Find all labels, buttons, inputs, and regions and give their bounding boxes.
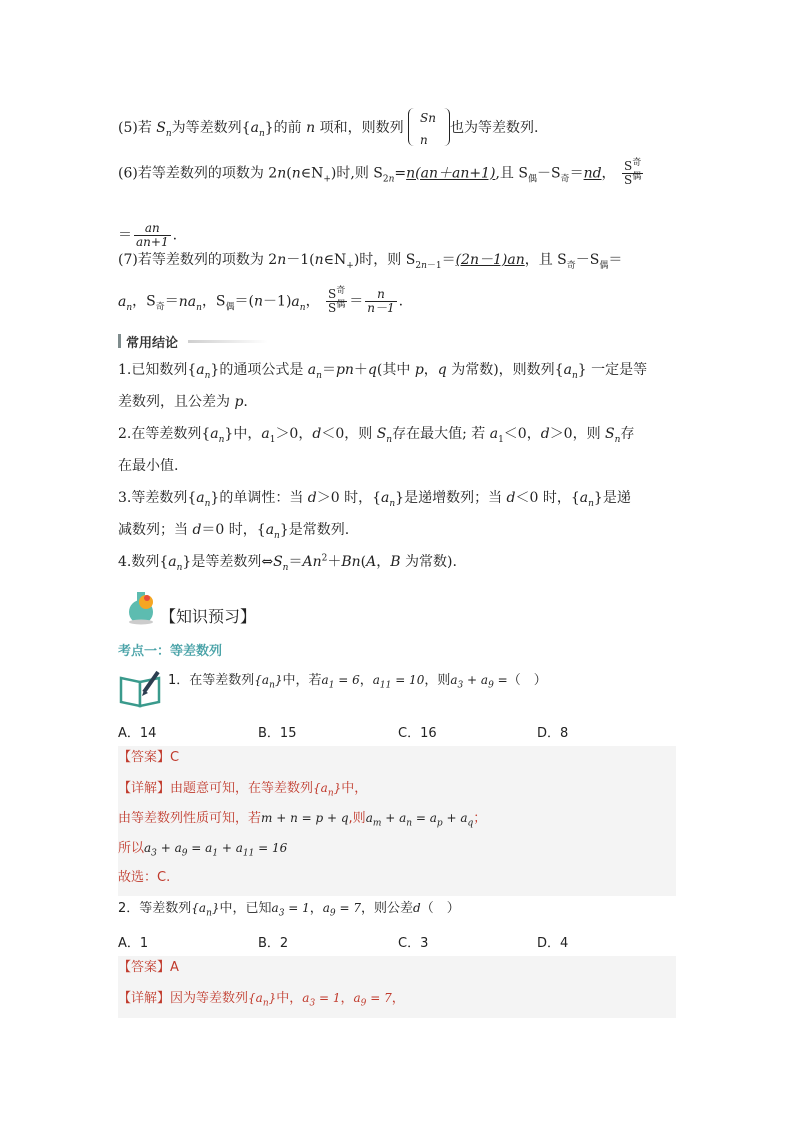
q1-answer: 【答案】C [118,750,180,765]
q1-choice-d[interactable]: D．8 [537,726,569,741]
q2-choice-d[interactable]: D．4 [537,936,569,951]
q1-detail-2: 由等差数列性质可知，若m + n = p + q,则$a_m + a_n = a_p + a_q$； [118,811,487,829]
property-7-cont: $a_n$，$S_奇=na_n$，$S_偶=(n-1)a_n$， $\frac{S^奇}{S^偶}$ ＝ $\frac{n}{n-1}$ . [118,286,404,315]
book-pencil-icon [118,668,164,708]
sequence-brace: Sn n [408,108,450,148]
q2-choice-a[interactable]: A．1 [118,936,149,951]
conclusion-4: 4.数列$\{a_n\}$是等差数列$\Leftrightarrow S_n=An^2+Bn(A$，B 为常数). [118,553,457,573]
q2-choice-b[interactable]: B．2 [258,936,289,951]
conclusion-3: 3.等差数列$\{a_n\}$的单调性：当 d＞0 时，$\{a_n\}$是递增数列；当 d＜0 时，$\{a_n\}$是递 [118,490,631,509]
q1-choice-a[interactable]: A．14 [118,726,157,741]
property-6: (6)若等差数列的项数为 $2n(n\in N_+)$时,则 $S_{2n}=n(an+an+1)$,且 $S_偶-S_奇=nd$， $\frac{S^奇}{S^偶}$ [118,158,642,187]
preview-title: 【知识预习】 [160,607,257,626]
q2-choice-c[interactable]: C．3 [398,936,429,951]
conclusion-2: 2.在等差数列$\{a_n\}$中，$a_1>0$，d＜0，则 $S_n$存在最大值; 若 $a_1<0$，d＞0，则 $S_n$存 [118,426,635,445]
q1-conclusion: 故选：C. [118,870,171,885]
q2-answer: 【答案】A [118,960,179,975]
property-5: (5)若 $S_n$为等差数列$\{a_n\}$的前 n 项和，则数列 Sn n 也为等差数列. [118,108,539,148]
property-6-cont: ＝ $\frac{an}{an+1}$ . [118,221,178,249]
question-1: 1．在等差数列$\{a_n\}$中，若$a_1 = 6$，$a_{11} = 10$，则$a_3 + a_9$ =（ ） [168,673,547,691]
property-7: (7)若等差数列的项数为 $2n-1(n\in N_+)$时，则 $S_{2n-1}=(2n-1)an$，且 $S_奇-S_偶=$ [118,252,623,271]
question-2: 2．等差数列$\{a_n\}$中，已知$a_3 = 1$，$a_9 = 7$，则公差d（ ） [118,901,460,919]
kaodian-label: 考点一：等差数列 [118,644,223,659]
section-header-conclusions: 常用结论 [118,332,268,350]
flask-icon [122,588,160,626]
conclusion-3-cont: 减数列；当 d＝0 时，$\{a_n\}$是常数列. [118,522,350,541]
q1-detail-1: 【详解】由题意可知，在等差数列$\{a_n\}$中， [118,781,368,799]
q1-choice-b[interactable]: B．15 [258,726,297,741]
q1-detail-3: 所以$a_3 + a_9 = a_1 + a_{11} = 16$ [118,841,288,859]
fraction-odd-even: $\frac{S^奇}{S^偶}$ [624,158,642,187]
q1-choice-c[interactable]: C．16 [398,726,437,741]
q2-detail-1: 【详解】因为等差数列$\{a_n\}$中，$a_3 = 1$，$a_9 = 7$， [118,991,405,1009]
conclusion-1: 1.已知数列$\{a_n\}$的通项公式是 $a_n=pn+q$(其中 p，q 为常数)，则数列$\{a_n\}$ 一定是等 [118,362,648,381]
conclusion-2-cont: 在最小值. [118,458,179,474]
conclusion-1-cont: 差数列，且公差为 p. [118,394,248,410]
